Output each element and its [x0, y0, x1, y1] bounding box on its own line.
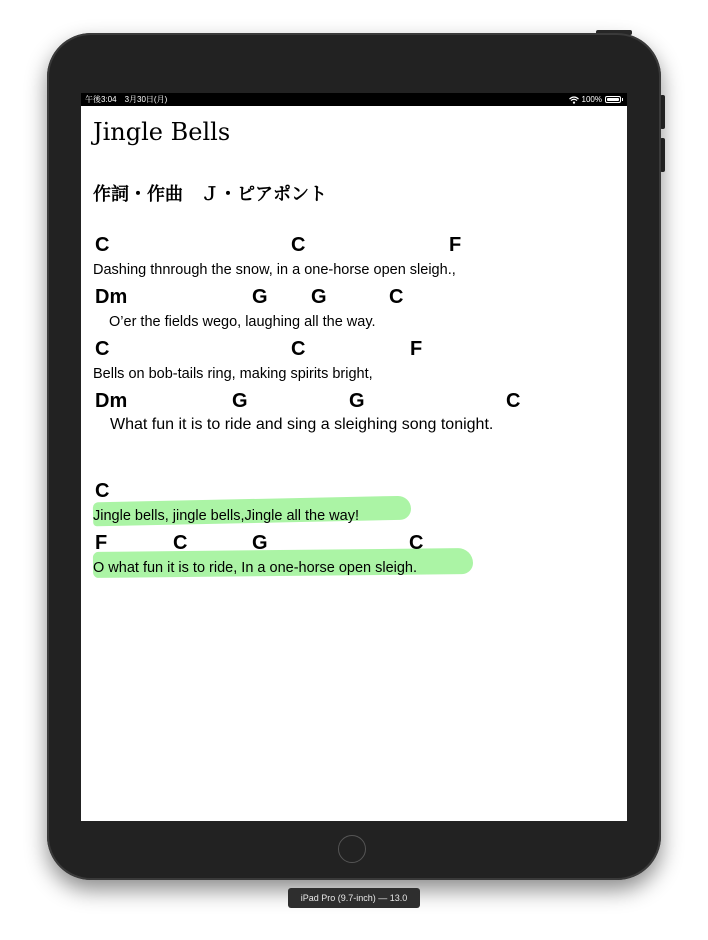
- simulator-device-label: iPad Pro (9.7-inch) — 13.0: [288, 888, 420, 908]
- chord: C: [95, 234, 110, 256]
- lyric-line: Jingle bells, jingle bells,Jingle all the way!: [93, 508, 359, 524]
- chord: G: [232, 390, 248, 412]
- chord: C: [95, 338, 110, 360]
- status-bar: [81, 93, 627, 106]
- chord: C: [409, 532, 424, 554]
- home-button-icon[interactable]: [338, 835, 366, 863]
- battery-icon: [605, 96, 621, 103]
- song-title: Jingle Bells: [93, 118, 231, 146]
- status-time-date: 午後3:04 3月30日(月): [85, 95, 168, 104]
- chord: C: [506, 390, 521, 412]
- lyric-line: Bells on bob-tails ring, making spirits bright,: [93, 366, 373, 382]
- wifi-icon: [569, 96, 579, 104]
- chord: F: [410, 338, 423, 360]
- chord: G: [252, 532, 268, 554]
- chord: C: [291, 234, 306, 256]
- chord: C: [173, 532, 188, 554]
- chord: F: [95, 532, 108, 554]
- chord: F: [449, 234, 462, 256]
- lyric-line: O’er the fields wego, laughing all the way.: [109, 314, 376, 330]
- chord: G: [252, 286, 268, 308]
- song-document[interactable]: [81, 106, 627, 821]
- chord: Dm: [95, 390, 128, 412]
- ipad-screen: [81, 93, 627, 821]
- song-credit: 作詞・作曲 Ｊ・ピアポント: [93, 184, 327, 205]
- lyric-line: O what fun it is to ride, In a one-horse open sleigh.: [93, 560, 418, 576]
- chord: Dm: [95, 286, 128, 308]
- lyric-line: What fun it is to ride and sing a sleighing song tonight.: [110, 416, 494, 433]
- chord: G: [311, 286, 327, 308]
- battery-percent: 100%: [581, 95, 602, 104]
- chord: C: [389, 286, 404, 308]
- chord: C: [291, 338, 306, 360]
- chord: G: [349, 390, 365, 412]
- chord: C: [95, 480, 110, 502]
- lyric-line: Dashing thnrough the snow, in a one-horse open sleigh.,: [93, 262, 456, 278]
